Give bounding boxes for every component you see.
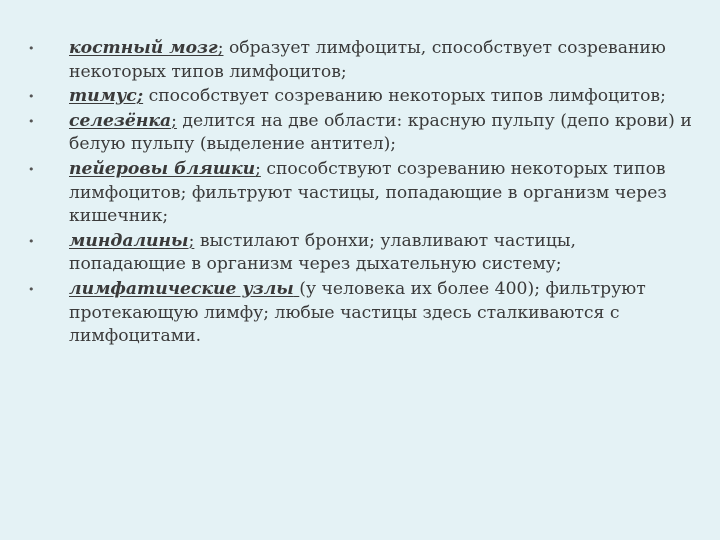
item-description: способствуют созреванию некоторых типов лимфоцитов; фильтруют частицы, попадающие в организм через кишечник;	[69, 158, 667, 227]
bullet-icon: •	[28, 162, 35, 176]
bullet-icon: •	[28, 114, 35, 128]
term-bone-marrow: костный мозг	[69, 38, 218, 58]
item-description: делится на две области: красную пульпу (депо крови) и белую пульпу (выделение антител);	[69, 110, 692, 155]
term-spleen: селезёнка	[69, 110, 172, 131]
item-description: выстилают бронхи; улавливают частицы, попадающие в организм через дыхательную систему;	[69, 230, 577, 275]
list-item-spleen	[28, 110, 698, 157]
term-separator: ;	[217, 38, 224, 58]
bullet-icon: •	[28, 42, 35, 55]
list-item-thymus	[28, 85, 698, 109]
list-item-tonsils	[28, 230, 698, 277]
term-separator: ;	[171, 110, 177, 131]
term-lymph-nodes: лимфатические узлы	[69, 278, 294, 299]
bullet-list	[28, 37, 698, 349]
bullet-icon: •	[28, 234, 35, 248]
list-item-lymph-nodes	[28, 278, 698, 349]
list-item-peyers-patches	[28, 158, 698, 229]
term-separator: ;	[255, 158, 261, 179]
list-item-bone-marrow	[28, 37, 698, 84]
item-description: способствует созреванию некоторых типов лимфоцитов;	[143, 86, 666, 107]
bullet-icon: •	[28, 90, 35, 104]
bullet-icon: •	[28, 282, 35, 296]
term-tonsils: миндалины	[69, 230, 189, 251]
item-description: образует лимфоциты, способствует созреванию некоторых типов лимфоцитов;	[69, 38, 666, 82]
term-thymus: тимус;	[69, 86, 144, 107]
item-description: (у человека их более 400); фильтруют протекающую лимфу; любые частицы здесь сталкиваются с лимфоцитами.	[69, 278, 646, 347]
slide-content	[28, 37, 698, 350]
term-separator: ;	[188, 230, 195, 251]
term-peyers-patches: пейеровы бляшки	[69, 158, 256, 179]
